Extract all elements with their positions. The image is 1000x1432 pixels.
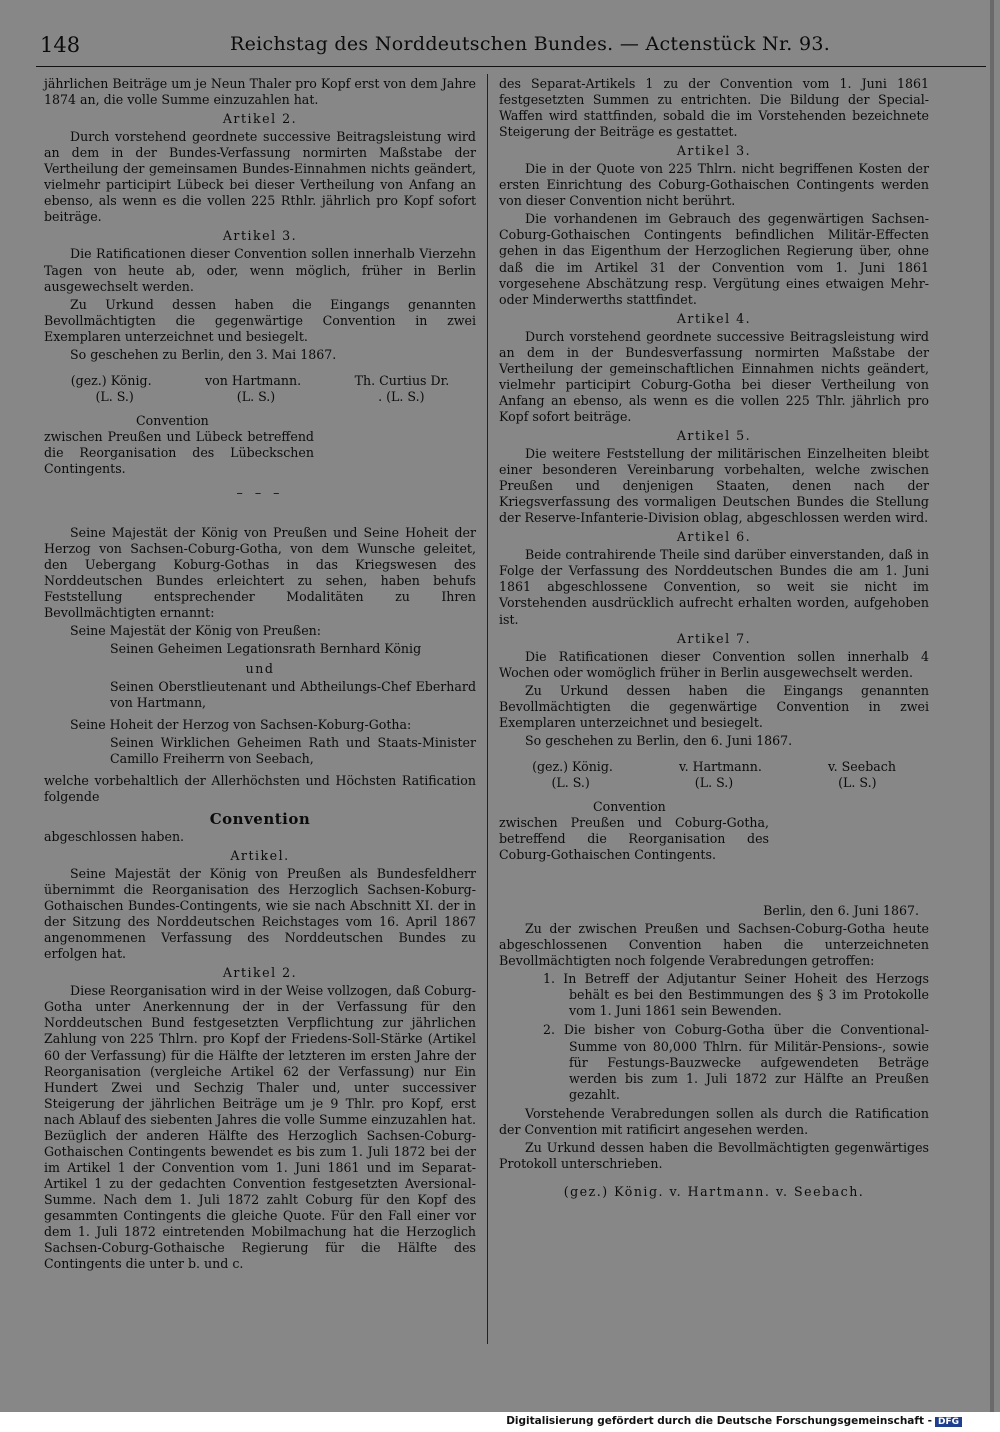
list-item: 1. In Betreff der Adjutantur Seiner Hoheit des Herzogs behält es bei den Bestimmungen des § 3 im Protokolle vom 1. Juni 1861 sein Bewenden.	[543, 971, 929, 1019]
paragraph: Durch vorstehend geordnete successive Beitragsleistung wird an dem in der Bundesverfassung normirten Maßstabe der Vertheilung der gemeinschaftlichen Einnahmen nichts geändert, vielmehr participirt Coburg-Gotha bei dieser Vertheilung von Anfang an ebenso, als wenn es die vollen 225 Thlr. jährlich pro Kopf sofort beiträge.	[499, 328, 929, 424]
signature: v. Hartmann.	[679, 758, 762, 774]
signature: (gez.) König.	[70, 372, 152, 388]
signature: Th. Curtius Dr.	[354, 372, 450, 388]
page-number: 148	[40, 33, 81, 57]
paragraph: Die in der Quote von 225 Thlrn. nicht begriffenen Kosten der ersten Einrichtung des Coburg-Gothaischen Contingents werden von dieser Convention nicht berührt.	[499, 161, 929, 209]
convention-heading: Convention	[209, 809, 311, 828]
article-heading: Artikel.	[230, 847, 290, 863]
dfg-logo: DFG	[935, 1417, 962, 1427]
article-heading: Artikel 6.	[676, 529, 752, 545]
paragraph: Die vorhandenen im Gebrauch des gegenwärtigen Sachsen-Coburg-Gothaischen Contingents befindlichen Militär-Effecten gehen in das Eigenthum der Herzoglichen Regierung über, ohne daß die im Artikel 31 der Convention vom 1. Juni 1861 vorgesehene Abschätzung resp. Vergütung eines etwaigen Mehr- oder Minderwerths stattfindet.	[499, 211, 929, 307]
signature: v. Seebach	[828, 758, 896, 774]
place-date-line: So geschehen zu Berlin, den 3. Mai 1867.	[70, 346, 337, 362]
convention-subtitle: zwischen Preußen und Coburg-Gotha, betreffend die Reorganisation des Coburg-Gothaischen Contingents.	[499, 815, 769, 863]
paragraph: Beide contrahirende Theile sind darüber einverstanden, daß in Folge der Verfassung des Norddeutschen Bundes die am 1. Juni 1861 abgeschlossene Convention, so weit sie nicht im Vorstehenden ausdrücklich aufrecht erhalten worden, aufgehoben ist.	[499, 547, 929, 627]
separator: – – –	[236, 485, 284, 501]
paragraph: Zu Urkund dessen haben die Eingangs genannten Bevollmächtigten die gegenwärtige Convention in zwei Exemplaren unterzeichnet und besiegelt.	[44, 296, 476, 344]
signature-line	[499, 759, 929, 775]
paragraph: jährlichen Beiträge um je Neun Thaler pro Kopf erst von dem Jahre 1874 an, die volle Summe einzuzahlen hat.	[44, 76, 476, 108]
delegate: Seinen Oberstlieutenant und Abtheilungs-Chef Eberhard von Hartmann,	[110, 678, 476, 710]
paragraph: Die weitere Feststellung der militärischen Einzelheiten bleibt einer besonderen Vereinbarung vorbehalten, welche zwischen Preußen und denjenigen Staaten, denen nach der Kriegsverfassung des vormaligen Deutschen Bundes die Stellung der Reserve-Infanterie-Division oblag, abgeschlossen werden wird.	[499, 446, 929, 526]
credit-text: Digitalisierung gefördert durch die Deutsche Forschungsgemeinschaft -	[506, 1415, 932, 1427]
article-heading: Artikel 3.	[222, 228, 298, 244]
paragraph: Durch vorstehend geordnete successive Beitragsleistung wird an dem in der Bundes-Verfassung normirten Maßstabe der Vertheilung der gemeinsamen Bundes-Einnahmen nichts geändert, vielmehr participirt Lübeck bei dieser Vertheilung von Anfang an ebenso, als wenn es die vollen 225 Rthlr. jährlich pro Kopf sofort beiträge.	[44, 129, 476, 225]
paragraph: Die Ratificationen dieser Convention sollen innerhalb Vierzehn Tagen von heute ab, oder, wenn möglich, früher in Berlin ausgewechselt werden.	[44, 246, 476, 294]
conjunction: und	[245, 660, 275, 676]
seal-mark: (L. S.)	[551, 774, 590, 790]
paragraph: welche vorbehaltlich der Allerhöchsten und Höchsten Ratification folgende	[44, 772, 476, 804]
paragraph: Seine Majestät der König von Preußen als Bundesfeldherr übernimmt die Reorganisation des Herzoglich Sachsen-Koburg-Gothaischen Bundes-Contingents, wie sie nach Abschnitt XI. der in der Sitzung des Norddeutschen Reichstages vom 16. April 1867 angenommenen Verfassung des Norddeutschen Bundes zu erfolgen hat.	[44, 866, 476, 962]
article-heading: Artikel 5.	[676, 427, 752, 443]
delegate: Seinen Wirklichen Geheimen Rath und Staats-Minister Camillo Freiherrn von Seebach,	[110, 734, 476, 766]
list-item: 2. Die bisher von Coburg-Gotha über die Conventional-Summe von 80,000 Thlrn. für Militär-Pensions-, sowie für Festungs-Bauzwecke aufgewendeten Beträge werden bis zum 1. Juli 1872 zur Hälfte an Preußen gezahlt.	[543, 1022, 929, 1102]
header-rule	[36, 66, 986, 67]
paragraph: Die Ratificationen dieser Convention sollen innerhalb 4 Wochen oder womöglich früher in Berlin ausgewechselt werden.	[499, 648, 929, 680]
paragraph: des Separat-Artikels 1 zu der Convention vom 1. Juni 1861 festgesetzten Summen zu entrichten. Die Bildung der Special-Waffen wird stattfinden, sobald die im Vorstehenden bezeichnete Steigerung der Beiträge es gestattet.	[499, 76, 929, 140]
running-title: Reichstag des Norddeutschen Bundes. — Actenstück Nr. 93.	[230, 33, 831, 55]
seal-mark: (L. S.)	[838, 774, 877, 790]
paragraph: Zu Urkund dessen haben die Eingangs genannten Bevollmächtigten die gegenwärtige Convention in zwei Exemplaren unterzeichnet und besiegelt.	[499, 682, 929, 730]
left-column	[44, 76, 476, 1274]
convention-title: Convention	[136, 412, 209, 428]
place-date-line: So geschehen zu Berlin, den 6. Juni 1867.	[525, 732, 793, 748]
right-column	[499, 76, 929, 1202]
paragraph: Seine Majestät der König von Preußen und Seine Hoheit der Herzog von Sachsen-Coburg-Gotha, von dem Wunsche geleitet, den Uebergang Koburg-Gothas in das Kriegswesen des Norddeutschen Bundes erleichtert zu sehen, haben behufs Feststellung entsprechender Modalitäten zu Ihren Bevollmächtigten ernannt:	[44, 525, 476, 621]
seal-line	[499, 775, 929, 791]
paragraph: Vorstehende Verabredungen sollen als durch die Ratification der Convention mit ratificirt angesehen werden.	[499, 1105, 929, 1137]
seal-mark: (L. S.)	[236, 388, 276, 404]
digitization-credit	[506, 1415, 962, 1427]
seal-mark: (L. S.)	[694, 774, 734, 790]
page-header	[40, 30, 990, 64]
final-signature: (gez.) König. v. Hartmann. v. Seebach.	[563, 1183, 865, 1199]
delegate: Seinen Geheimen Legationsrath Bernhard König	[110, 641, 422, 657]
paragraph: Seine Hoheit der Herzog von Sachsen-Koburg-Gotha:	[70, 716, 412, 732]
column-divider	[487, 74, 488, 1344]
paragraph: Zu der zwischen Preußen und Sachsen-Coburg-Gotha heute abgeschlossenen Convention haben die unterzeichneten Bevollmächtigten noch folgende Verabredungen getroffen:	[499, 921, 929, 969]
signature-line	[44, 373, 476, 389]
convention-title: Convention	[593, 798, 666, 814]
paragraph: abgeschlossen haben.	[44, 828, 185, 844]
seal-line	[44, 389, 476, 405]
article-heading: Artikel 2.	[222, 965, 298, 981]
article-heading: Artikel 4.	[676, 310, 752, 326]
article-heading: Artikel 7.	[676, 630, 752, 646]
page-edge	[990, 0, 994, 1412]
seal-mark: (L. S.)	[95, 388, 134, 404]
paragraph: Seine Majestät der König von Preußen:	[70, 623, 322, 639]
article-heading: Artikel 3.	[676, 143, 752, 159]
paragraph: Diese Reorganisation wird in der Weise vollzogen, daß Coburg-Gotha unter Anerkennung der in der Verfassung für den Norddeutschen Bund festgesetzten Verpflichtung zur jährlichen Zahlung von 225 Thlrn. pro Kopf der Friedens-Soll-Stärke (Artikel 60 der Verfassung) für die Hälfte der letzteren im ersten Jahre der Reorganisation (vergleiche Artikel 62 der Verfassung) nur Ein Hundert Zwei und Sechzig Thaler und, unter successiver Steigerung der jährlichen Beiträge um je 9 Thlr. pro Kopf, erst nach Ablauf des siebenten Jahres die volle Summe einzuzahlen hat. Bezüglich der anderen Hälfte des Herzoglich Sachsen-Coburg-Gothaischen Contingents bewendet es bis zum 1. Juli 1872 bei der im Artikel 1 der Convention vom 1. Juni 1861 und im Separat-Artikel 1 zu der gedachten Convention festgesetzten Aversional-Summe. Nach dem 1. Juli 1872 zahlt Coburg für den Kopf des gesammten Contingents die gleiche Quote. Für den Fall einer vor dem 1. Juli 1872 eintretenden Mobilmachung hat die Herzoglich Sachsen-Coburg-Gothaische Regierung für die Hälfte des Contingents die unter b. und c.	[44, 983, 476, 1272]
seal-mark: . (L. S.)	[378, 388, 425, 404]
signature: von Hartmann.	[205, 372, 302, 388]
convention-subtitle: zwischen Preußen und Lübeck betreffend die Reorganisation des Lübeckschen Contingents.	[44, 428, 314, 477]
protocol-date: Berlin, den 6. Juni 1867.	[763, 903, 919, 919]
paragraph: Zu Urkund dessen haben die Bevollmächtigten gegenwärtiges Protokoll unterschrieben.	[499, 1139, 929, 1171]
article-heading: Artikel 2.	[222, 111, 298, 127]
signature: (gez.) König.	[532, 758, 613, 774]
